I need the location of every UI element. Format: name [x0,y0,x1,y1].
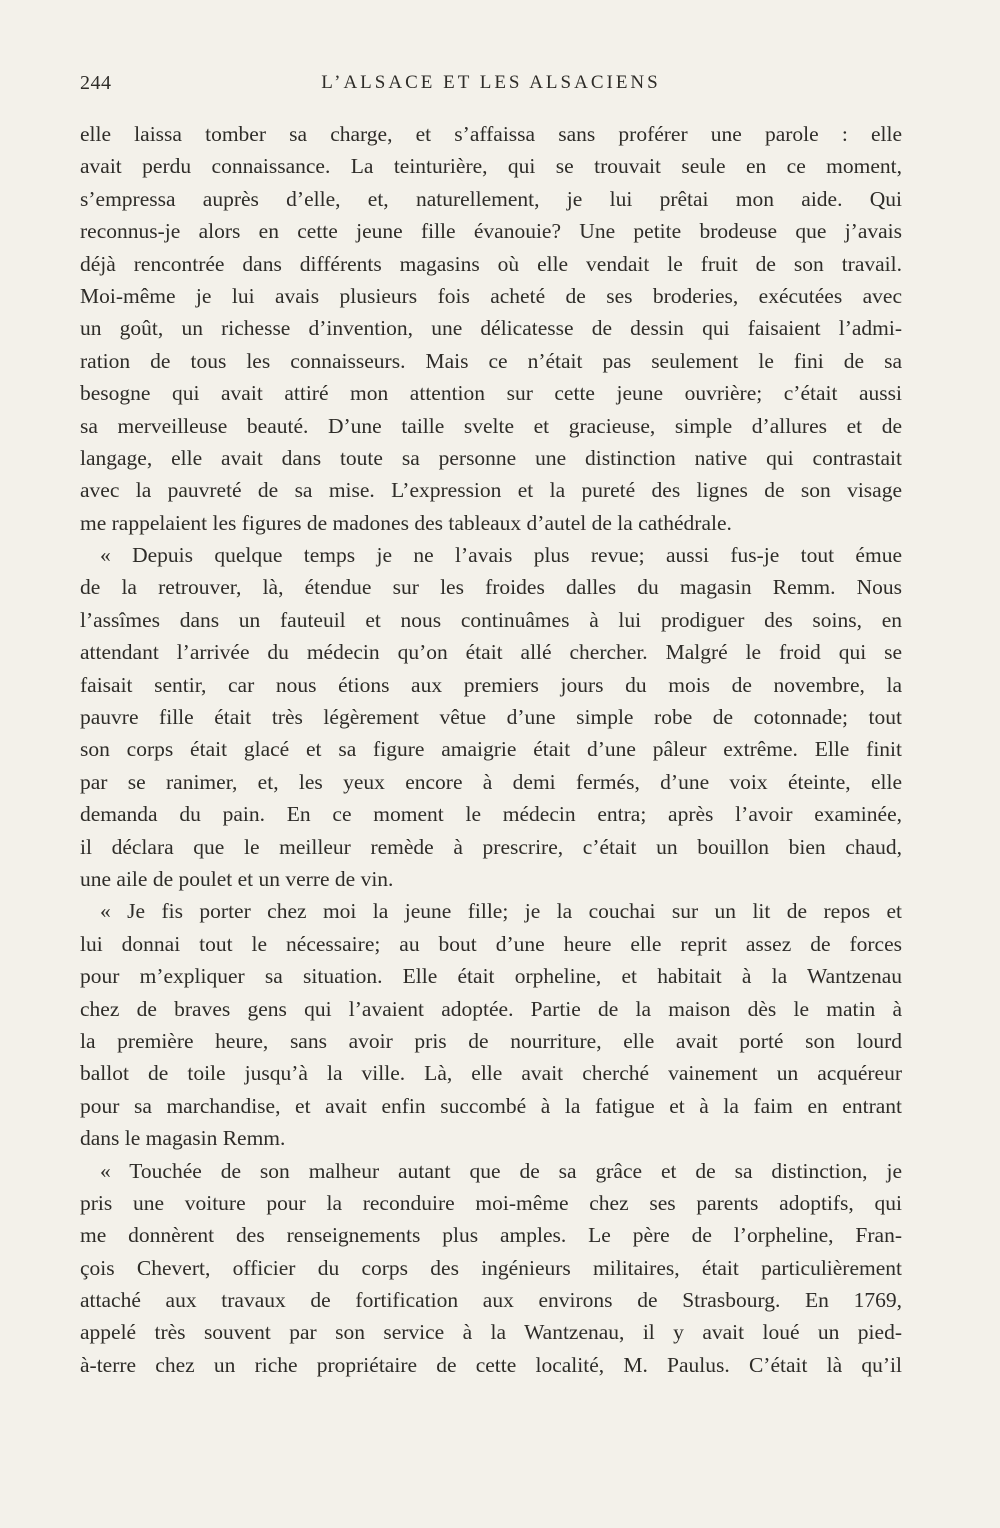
text-line: attaché aux travaux de fortification aux environs de Strasbourg. En 1769, [80,1288,902,1313]
text-line: déjà rencontrée dans différents magasins où elle vendait le fruit de son travail. [80,251,902,276]
text-line: çois Chevert, officier du corps des ingénieurs militaires, était particulièrement [80,1255,902,1280]
text-line: demanda du pain. En ce moment le médecin entra; après l’avoir examinée, [80,802,902,827]
text-line: à-terre chez un riche propriétaire de cette localité, M. Paulus. C’était là qu’il [80,1352,902,1377]
text-line: avait perdu connaissance. La teinturière, qui se trouvait seule en ce moment, [80,154,902,179]
text-line: de la retrouver, là, étendue sur les froides dalles du magasin Remm. Nous [80,575,902,600]
text-line: faisait sentir, car nous étions aux premiers jours du mois de novembre, la [80,672,902,697]
text-line: dans le magasin Remm. [80,1126,286,1151]
text-line: reconnus-je alors en cette jeune fille évanouie? Une petite brodeuse que j’avais [80,219,902,244]
text-line: par se ranimer, et, les yeux encore à demi fermés, d’une voix éteinte, elle [80,769,902,794]
text-line: pour sa marchandise, et avait enfin succombé à la fatigue et à la faim en entrant [80,1093,902,1118]
text-line: ballot de toile jusqu’à la ville. Là, elle avait cherché vainement un acquéreur [80,1061,902,1086]
page-number: 244 [80,72,112,94]
text-line: lui donnai tout le nécessaire; au bout d’une heure elle reprit assez de forces [80,931,902,956]
text-line: s’empressa auprès d’elle, et, naturellement, je lui prêtai mon aide. Qui [80,186,902,211]
text-line: il déclara que le meilleur remède à prescrire, c’était un bouillon bien chaud, [80,834,902,859]
text-line: besogne qui avait attiré mon attention sur cette jeune ouvrière; c’était aussi [80,381,902,406]
text-line: me donnèrent des renseignements plus amples. Le père de l’orpheline, Fran- [80,1223,902,1248]
text-line: avec la pauvreté de sa mise. L’expression et la pureté des lignes de son visage [80,478,902,503]
text-line: l’assîmes dans un fauteuil et nous continuâmes à lui prodiguer des soins, en [80,607,902,632]
text-line: pauvre fille était très légèrement vêtue d’une simple robe de cotonnade; tout [80,705,902,730]
text-line: son corps était glacé et sa figure amaigrie était d’une pâleur extrême. Elle finit [80,737,902,762]
text-line: un goût, un richesse d’invention, une délicatesse de dessin qui faisaient l’admi- [80,316,902,341]
text-line: Moi-même je lui avais plusieurs fois acheté de ses broderies, exécutées avec [80,283,902,308]
running-title: L’ALSACE ET LES ALSACIENS [321,72,661,93]
text-line: « Je fis porter chez moi la jeune fille; je la couchai sur un lit de repos et [100,899,902,924]
text-line: pour m’expliquer sa situation. Elle était orpheline, et habitait à la Wantzenau [80,964,902,989]
text-line: attendant l’arrivée du médecin qu’on était allé chercher. Malgré le froid qui se [80,640,902,665]
text-line: « Touchée de son malheur autant que de sa grâce et de sa distinction, je [100,1158,902,1183]
page-header [80,72,902,102]
text-line: une aile de poulet et un verre de vin. [80,866,394,891]
text-line: ration de tous les connaisseurs. Mais ce n’était pas seulement le fini de sa [80,348,902,373]
text-line: elle laissa tomber sa charge, et s’affaissa sans proférer une parole : elle [80,122,902,146]
text-line: appelé très souvent par son service à la Wantzenau, il y avait loué un pied- [80,1320,902,1345]
text-line: la première heure, sans avoir pris de nourriture, elle avait porté son lourd [80,1028,902,1053]
text-line: « Depuis quelque temps je ne l’avais plus revue; aussi fus-je tout émue [100,543,902,568]
body-text [80,118,902,1381]
text-line: sa merveilleuse beauté. D’une taille svelte et gracieuse, simple d’allures et de [80,413,902,438]
text-line: me rappelaient les figures de madones des tableaux d’autel de la cathédrale. [80,510,732,535]
text-line: pris une voiture pour la reconduire moi-même chez ses parents adoptifs, qui [80,1190,902,1215]
text-line: langage, elle avait dans toute sa personne une distinction native qui contrastait [80,445,902,470]
text-line: chez de braves gens qui l’avaient adoptée. Partie de la maison dès le matin à [80,996,902,1021]
